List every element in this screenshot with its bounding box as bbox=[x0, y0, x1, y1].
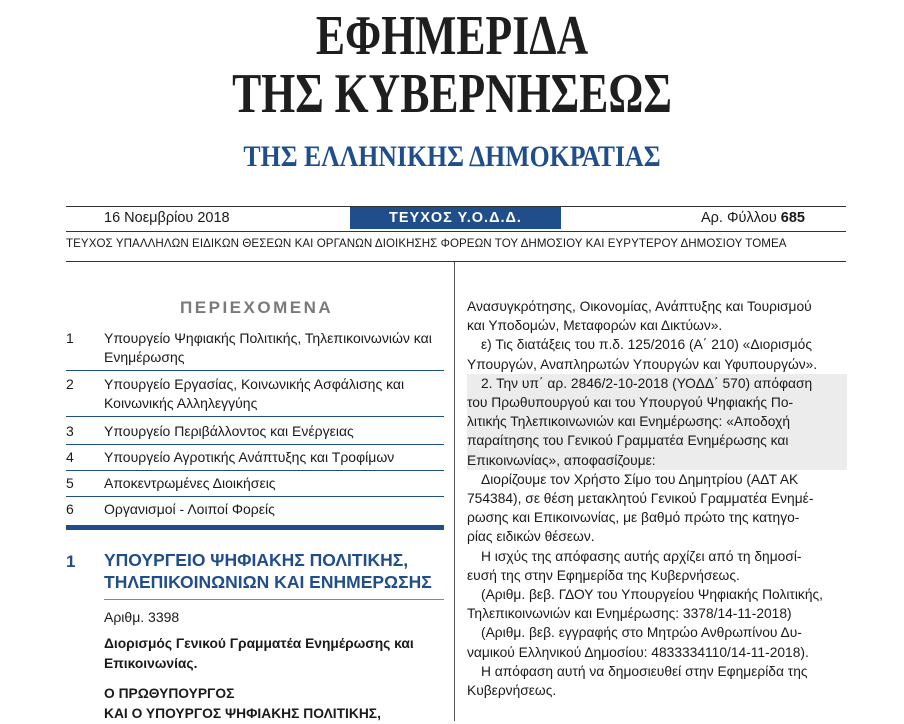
gazette-title-line1: ΕΦΗΜΕΡΙΔΑ bbox=[315, 5, 589, 67]
column-divider bbox=[454, 262, 455, 721]
decision-body-line: ναμικού Ελληνικού Δημοσίου: 4833334110/14-11-2018). bbox=[467, 644, 809, 660]
section-title-line2: ΤΗΛΕΠΙΚΟΙΝΩΝΙΩΝ ΚΑΙ ΕΝΗΜΕΡΩΣΗΣ bbox=[104, 572, 432, 592]
contents-item-number: 2 bbox=[66, 376, 74, 392]
contents-item[interactable] bbox=[66, 329, 446, 367]
contents-separator bbox=[66, 496, 444, 497]
contents-item[interactable] bbox=[66, 500, 446, 519]
signatory-line2: ΚΑΙ Ο ΥΠΟΥΡΓΟΣ ΨΗΦΙΑΚΗΣ ΠΟΛΙΤΙΚΗΣ, bbox=[104, 706, 381, 721]
contents-heading: ΠΕΡΙΕΧΟΜΕΝΑ bbox=[180, 298, 334, 317]
decision-body-line: (Αριθμ. βεβ. εγγραφής στο Μητρώο Ανθρωπίνου Δυ- bbox=[481, 625, 802, 641]
decision-number: Αριθμ. 3398 bbox=[104, 609, 180, 625]
contents-separator bbox=[66, 416, 444, 417]
section-number: 1 bbox=[66, 552, 76, 571]
decision-body-line: και Υποδομών, Μεταφορών και Δικτύων». bbox=[467, 318, 723, 334]
contents-item[interactable] bbox=[66, 448, 446, 467]
contents-item-text: Υπουργείο Περιβάλλοντος και Ενέργειας bbox=[104, 423, 354, 439]
contents-item-number: 3 bbox=[66, 423, 74, 439]
contents-item-number: 5 bbox=[66, 475, 74, 491]
decision-body-line: Διορίζουμε τον Χρήστο Σίμο του Δημητρίου (ΑΔΤ ΑΚ bbox=[481, 471, 799, 487]
signatory-heading bbox=[104, 684, 381, 724]
contents-item-number: 1 bbox=[66, 330, 74, 346]
contents-item[interactable] bbox=[66, 474, 446, 493]
decision-body-line: Κυβερνήσεως. bbox=[467, 683, 557, 699]
contents-separator bbox=[66, 470, 444, 471]
issue-badge: ΤΕΥΧΟΣ Υ.Ο.Δ.Δ. bbox=[350, 207, 561, 229]
decision-body-line: Επικοινωνίας», αποφασίζουμε: bbox=[467, 451, 847, 470]
decision-body-line: Υπουργών, Αναπληρωτών Υπουργών και Υφυπουργών». bbox=[467, 356, 818, 372]
decision-body bbox=[467, 297, 847, 700]
gazette-title-line2: ΤΗΣ ΚΥΒΕΡΝΗΣΕΩΣ bbox=[232, 63, 672, 125]
decision-body-line: ε) Τις διατάξεις του π.δ. 125/2016 (Α΄ 210) «Διορισμός bbox=[481, 337, 813, 353]
contents-item-text: Υπουργείο Εργασίας, Κοινωνικής Ασφάλισης και Κοινωνικής Αλληλεγγύης bbox=[104, 376, 405, 411]
decision-body-line: του Πρωθυπουργού και του Υπουργού Ψηφιακής Πο- bbox=[467, 393, 847, 412]
contents-item-text: Οργανισμοί - Λοιποί Φορείς bbox=[104, 501, 275, 517]
decision-body-line: (Αριθμ. βεβ. ΓΔΟΥ του Υπουργείου Ψηφιακής Πολιτικής, bbox=[481, 587, 823, 603]
decision-body-line: Η απόφαση αυτή να δημοσιευθεί στην Εφημερίδα της bbox=[481, 663, 808, 679]
issue-date: 16 Νοεμβρίου 2018 bbox=[104, 210, 230, 226]
contents-separator bbox=[66, 370, 444, 371]
sheet-number bbox=[701, 210, 805, 226]
decision-body-line: 754384), σε θέση μετακλητού Γενικού Γραμματέα Ενημέ- bbox=[467, 491, 814, 507]
decision-title: Διορισμός Γενικού Γραμματέα Ενημέρωσης και Επικοινωνίας. bbox=[104, 636, 414, 671]
decision-body-line: λιτικής Τηλεπικοινωνιών και Ενημέρωσης: «Αποδοχή bbox=[467, 412, 847, 431]
contents-separator bbox=[66, 444, 444, 445]
decision-body-line: Η ισχύς της απόφασης αυτής αρχίζει από τη δημοσί- bbox=[481, 548, 802, 564]
contents-item[interactable] bbox=[66, 375, 446, 413]
sheet-value: 685 bbox=[780, 210, 805, 226]
sheet-label: Αρ. Φύλλου bbox=[701, 210, 777, 226]
contents-end-bar bbox=[66, 525, 444, 530]
decision-body-line: παραίτησης του Γενικού Γραμματέα Ενημέρωσης και bbox=[467, 431, 847, 450]
decision-body-line: ρίας ειδικών θέσεων. bbox=[467, 529, 595, 545]
decision-body-line: ευσή της στην Εφημερίδα της Κυβερνήσεως. bbox=[467, 567, 740, 583]
contents-item-text: Αποκεντρωμένες Διοικήσεις bbox=[104, 475, 276, 491]
contents-item-text: Υπουργείο Αγροτικής Ανάπτυξης και Τροφίμων bbox=[104, 449, 395, 465]
contents-item-number: 6 bbox=[66, 501, 74, 517]
series-description: ΤΕΥΧΟΣ ΥΠΑΛΛΗΛΩΝ ΕΙΔΙΚΩΝ ΘΕΣΕΩΝ ΚΑΙ ΟΡΓΑΝΩΝ ΔΙΟΙΚΗΣΗΣ ΦΟΡΕΩΝ ΤΟΥ ΔΗΜΟΣΙΟΥ ΚΑΙ ΕΥΡΥΤΕΡΟΥ ΔΗΜΟΣΙΟΥ ΤΟΜΕΑ bbox=[66, 237, 787, 250]
header-rule-middle bbox=[66, 231, 846, 232]
section-title bbox=[104, 549, 432, 593]
signatory-line1: Ο ΠΡΩΘΥΠΟΥΡΓΟΣ bbox=[104, 686, 235, 701]
gazette-subtitle: ΤΗΣ ΕΛΛΗΝΙΚΗΣ ΔΗΜΟΚΡΑΤΙΑΣ bbox=[243, 140, 661, 173]
header-rule-bottom bbox=[66, 261, 846, 262]
contents-item[interactable] bbox=[66, 422, 446, 441]
section-title-line1: ΥΠΟΥΡΓΕΙΟ ΨΗΦΙΑΚΗΣ ΠΟΛΙΤΙΚΗΣ, bbox=[104, 550, 409, 570]
decision-body-line: 2. Την υπ΄ αρ. 2846/2-10-2018 (ΥΟΔΔ΄ 570) απόφαση bbox=[467, 374, 847, 393]
section-rule bbox=[104, 599, 444, 600]
contents-item-number: 4 bbox=[66, 449, 74, 465]
decision-body-line: ρωσης και Επικοινωνίας, με βαθμό πρώτο της κατηγο- bbox=[467, 510, 800, 526]
decision-body-line: Τηλεπικοινωνιών και Ενημέρωσης: 3378/14-11-2018) bbox=[467, 606, 792, 622]
contents-item-text: Υπουργείο Ψηφιακής Πολιτικής, Τηλεπικοινωνιών και Ενημέρωσης bbox=[104, 330, 432, 365]
decision-body-line: Ανασυγκρότησης, Οικονομίας, Ανάπτυξης και Τουρισμού bbox=[467, 299, 812, 314]
